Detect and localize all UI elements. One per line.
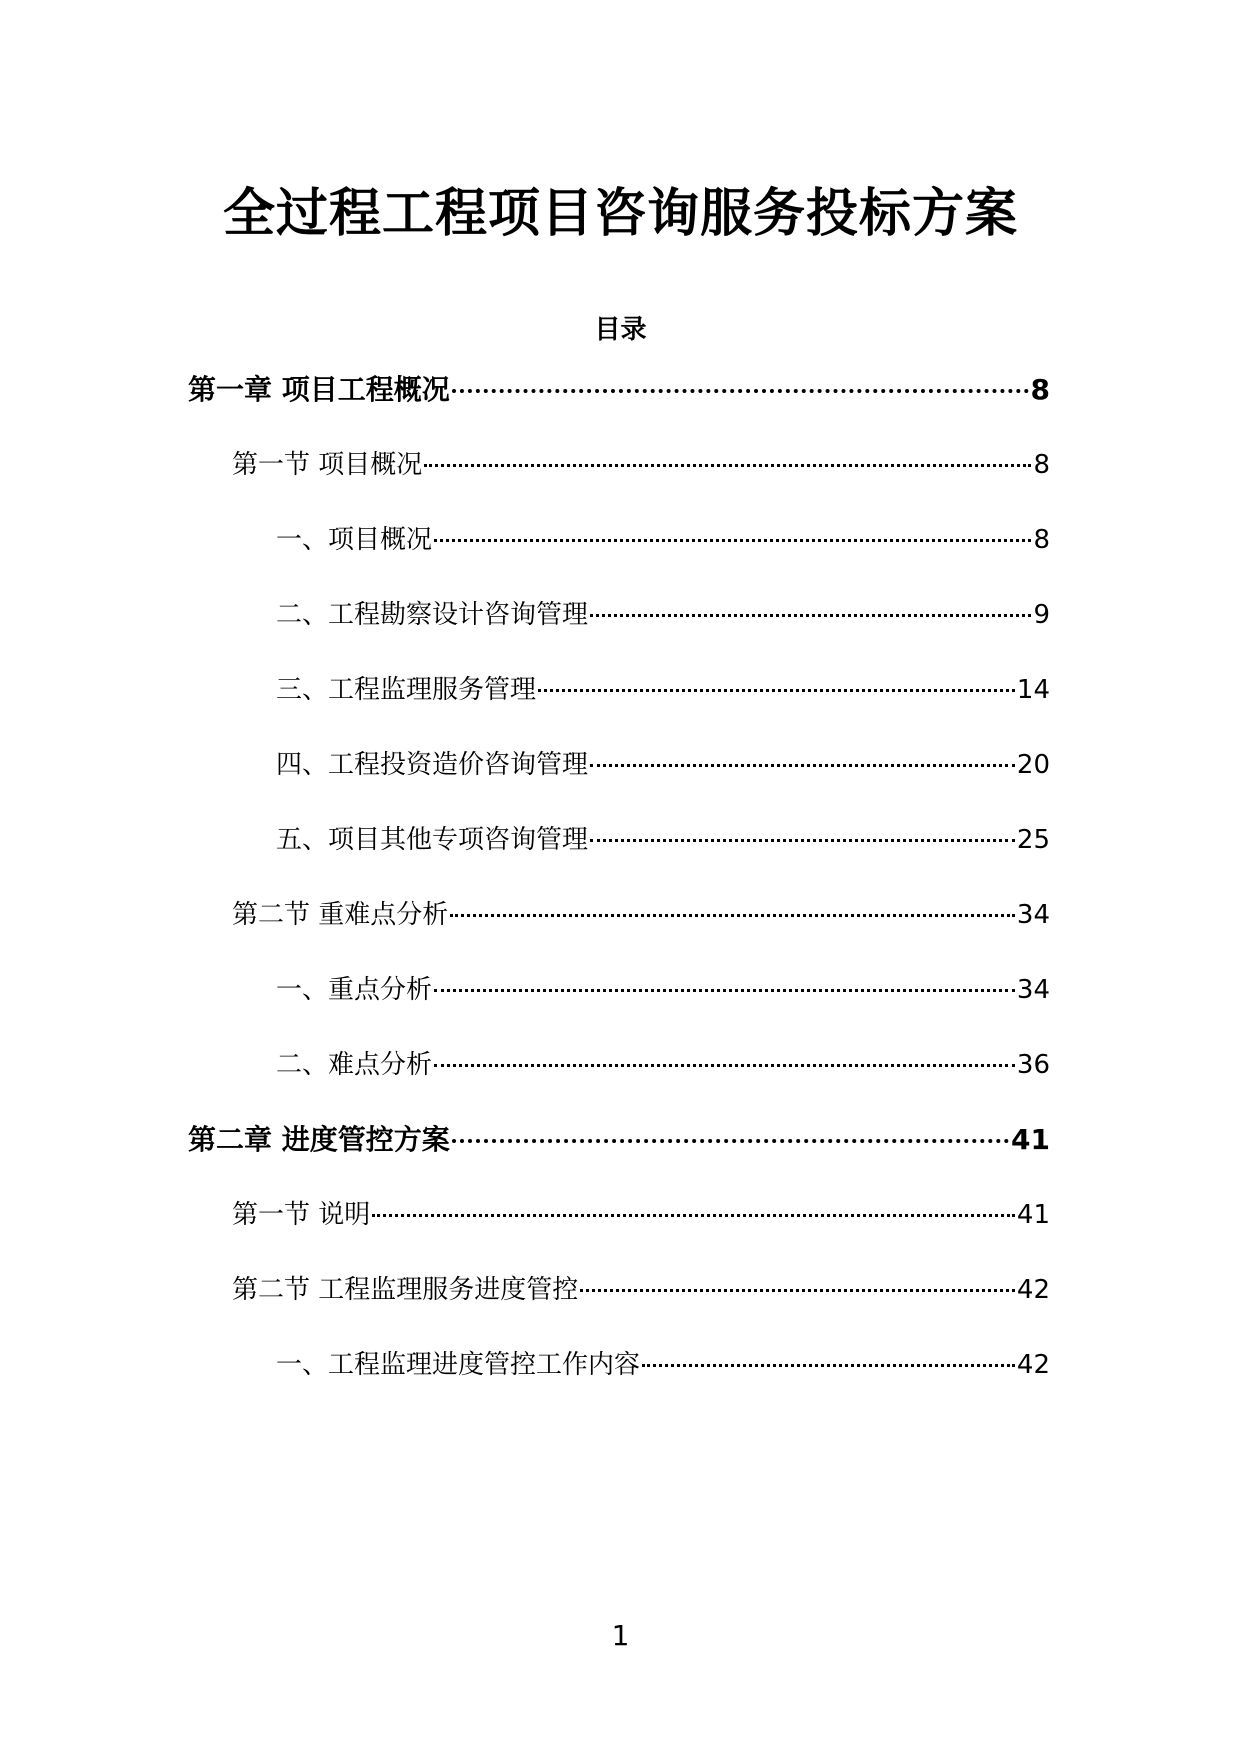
toc-entry[interactable] — [232, 897, 1050, 933]
toc-leader-dots — [434, 989, 1015, 992]
toc-leader-dots — [590, 764, 1015, 767]
toc-entry-label: 四、工程投资造价咨询管理 — [276, 750, 589, 780]
toc-entry-page: 41 — [1016, 1200, 1050, 1230]
toc-entry-label: 二、工程勘察设计咨询管理 — [276, 600, 589, 630]
toc-entry-page: 25 — [1016, 825, 1050, 855]
toc-entry-page: 41 — [1011, 1123, 1050, 1156]
toc-entry-page: 42 — [1016, 1275, 1050, 1305]
toc-leader-dots — [590, 614, 1031, 617]
toc-entry-label: 第一节 说明 — [232, 1200, 371, 1230]
toc-entry[interactable] — [276, 822, 1050, 858]
toc-entry[interactable] — [276, 1047, 1050, 1083]
toc-leader-dots — [372, 1214, 1015, 1217]
toc-entry[interactable] — [232, 1197, 1050, 1233]
toc-entry-label: 一、项目概况 — [276, 525, 433, 555]
toc-leader-dots — [590, 839, 1015, 842]
toc-leader-dots — [434, 1064, 1015, 1067]
toc-entry-page: 34 — [1016, 900, 1050, 930]
toc-entry[interactable] — [276, 1347, 1050, 1383]
toc-entry[interactable] — [188, 372, 1050, 408]
toc-entry-label: 一、工程监理进度管控工作内容 — [276, 1350, 641, 1380]
toc-entry-page: 8 — [1033, 525, 1050, 555]
toc-leader-dots — [642, 1364, 1015, 1367]
toc-entry-label: 二、难点分析 — [276, 1050, 433, 1080]
toc-entry-page: 9 — [1033, 600, 1050, 630]
toc-entry-page: 8 — [1030, 373, 1050, 406]
page-number: 1 — [611, 1619, 630, 1652]
toc-entry-label: 第二节 工程监理服务进度管控 — [232, 1275, 579, 1305]
document-title: 全过程工程项目咨询服务投标方案 — [222, 184, 1018, 244]
toc-leader-dots — [450, 914, 1015, 917]
toc-entry[interactable] — [276, 597, 1050, 633]
toc-entry[interactable] — [232, 447, 1050, 483]
toc-entry-page: 14 — [1016, 675, 1050, 705]
toc-entry-label: 三、工程监理服务管理 — [276, 675, 537, 705]
toc-leader-dots — [452, 1139, 1009, 1143]
toc-entry-page: 36 — [1016, 1050, 1050, 1080]
toc-entry[interactable] — [276, 522, 1050, 558]
toc-entry[interactable] — [188, 1122, 1050, 1158]
toc-entry-label: 第二章 进度管控方案 — [188, 1123, 450, 1156]
toc-entry-label: 五、项目其他专项咨询管理 — [276, 825, 589, 855]
toc-entry-label: 一、重点分析 — [276, 975, 433, 1005]
toc-entry-page: 20 — [1016, 750, 1050, 780]
toc-leader-dots — [538, 689, 1015, 692]
toc-entry-page: 34 — [1016, 975, 1050, 1005]
toc-entry[interactable] — [276, 972, 1050, 1008]
toc-leader-dots — [434, 539, 1031, 542]
toc-entry-label: 第二节 重难点分析 — [232, 900, 449, 930]
toc-leader-dots — [424, 464, 1031, 467]
toc-entry-page: 42 — [1016, 1350, 1050, 1380]
toc-entry[interactable] — [276, 672, 1050, 708]
toc-leader-dots — [452, 389, 1029, 393]
toc-entry[interactable] — [232, 1272, 1050, 1308]
toc-entry-page: 8 — [1033, 450, 1050, 480]
toc-entry-label: 第一节 项目概况 — [232, 450, 423, 480]
toc-entry[interactable] — [276, 747, 1050, 783]
toc-entry-label: 第一章 项目工程概况 — [188, 373, 450, 406]
toc-heading: 目录 — [594, 315, 647, 345]
toc-leader-dots — [580, 1289, 1015, 1292]
